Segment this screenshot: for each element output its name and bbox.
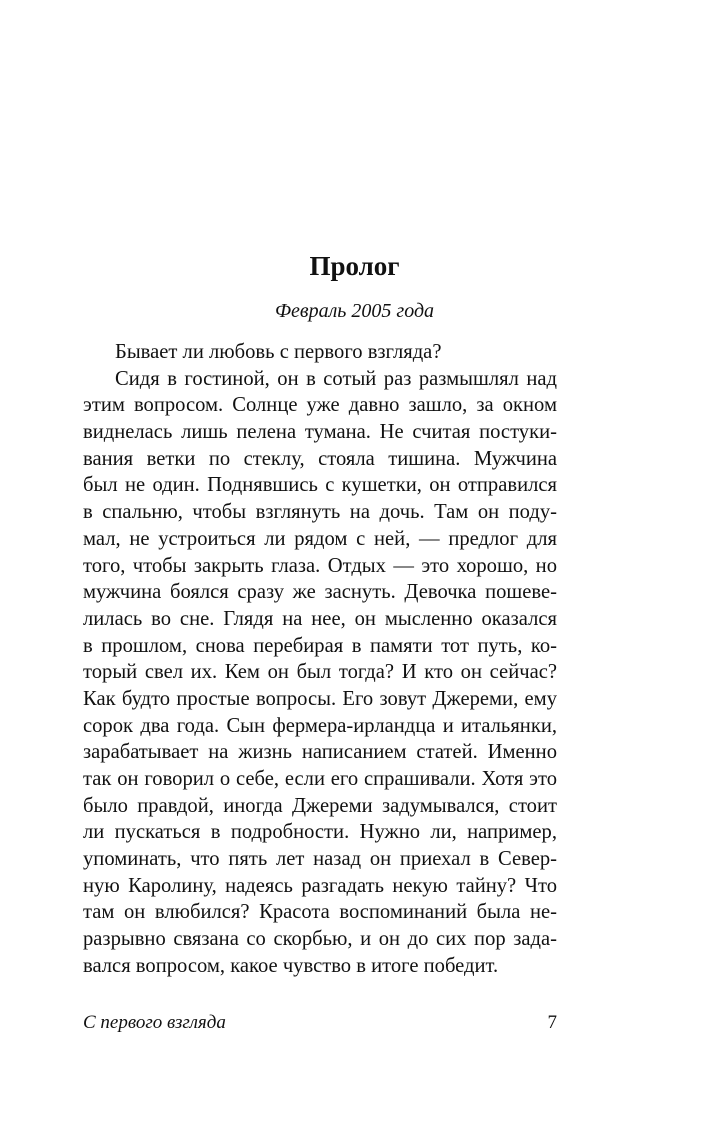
paragraph-line: мужчина боялся сразу же заснуть. Девочка пошеве- <box>83 581 557 604</box>
paragraph-line: вания ветки по стеклу, стояла тишина. Мужчина <box>83 447 557 470</box>
chapter-title: Пролог <box>309 251 400 281</box>
paragraph-line: в спальню, чтобы взглянуть на дочь. Там он поду- <box>83 501 557 524</box>
paragraph-line: ли пускаться в подробности. Нужно ли, например, <box>83 821 557 844</box>
page-number: 7 <box>547 1012 557 1033</box>
body-text <box>83 339 557 980</box>
paragraph-line: Бывает ли любовь с первого взгляда? <box>115 341 442 363</box>
paragraph-line: этим вопросом. Солнце уже давно зашло, за окном <box>83 394 557 417</box>
running-title: С первого взгляда <box>83 1012 226 1033</box>
paragraph-line: торый свел их. Кем он был тогда? И кто он сейчас? <box>83 661 557 684</box>
paragraph-line: того, чтобы закрыть глаза. Отдых — это хорошо, но <box>83 554 557 577</box>
paragraph-line: лилась во сне. Глядя на нее, он мысленно оказался <box>83 607 557 630</box>
paragraph-line: было правдой, иногда Джереми задумывался, стоит <box>83 794 557 817</box>
paragraph-line: зарабатывает на жизнь написанием статей. Именно <box>83 741 557 764</box>
paragraph-line: сорок два года. Сын фермера-ирландца и итальянки, <box>83 714 557 737</box>
paragraph-line: там он влюбился? Красота воспоминаний была не- <box>83 901 557 924</box>
paragraph-line: в прошлом, снова перебирая в памяти тот путь, ко- <box>83 634 557 657</box>
paragraph-line: так он говорил о себе, если его спрашивали. Хотя это <box>83 768 557 790</box>
paragraph-line: Сидя в гостиной, он в сотый раз размышлял над <box>115 367 557 390</box>
chapter-date: Февраль 2005 года <box>274 300 435 322</box>
paragraph-line: упоминать, что пять лет назад он приехал в Север- <box>83 848 557 871</box>
paragraph-line: Как будто простые вопросы. Его зовут Джереми, ему <box>83 687 557 710</box>
paragraph-line: ную Каролину, надеясь разгадать некую тайну? Что <box>83 874 557 897</box>
paragraph-line: разрывно связана со скорбью, и он до сих пор зада- <box>83 928 557 951</box>
paragraph-line: мал, не устроиться ли рядом с ней, — предлог для <box>83 527 557 550</box>
paragraph-line: виднелась лишь пелена тумана. Не считая постуки- <box>83 421 557 444</box>
paragraph-line: был не один. Поднявшись с кушетки, он отправился <box>83 474 557 497</box>
paragraph-line: вался вопросом, какое чувство в итоге победит. <box>83 954 499 977</box>
